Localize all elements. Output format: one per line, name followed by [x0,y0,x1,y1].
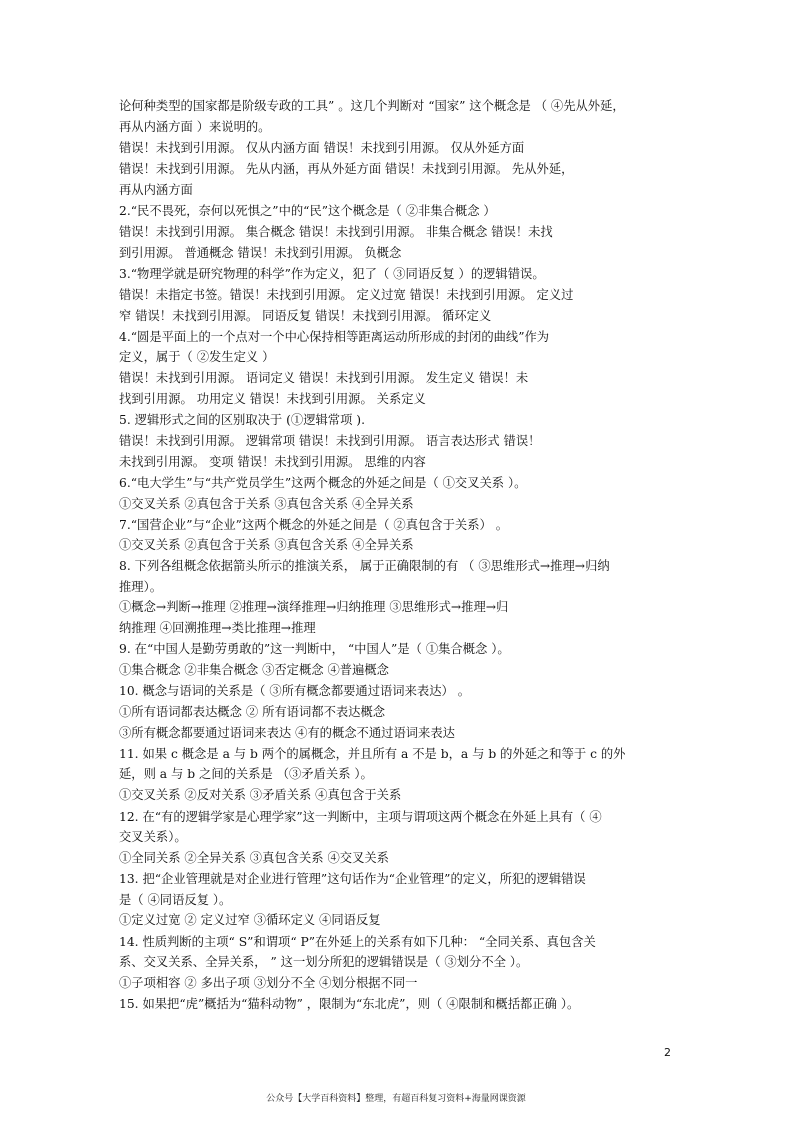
page-footer: 公众号【大学百科资料】整理，有超百科复习资料+海量网课资源 [266,1094,526,1104]
page-number: 2 [664,1046,671,1059]
options-line: ①定义过宽 ② 定义过窄 ③循环定义 ④同语反复 [119,913,381,927]
question-7: 7.“国营企业”与“企业”这两个概念的外延之间是（ ②真包含于关系） 。 [119,518,509,532]
question-4: 4.“圆是平面上的一个点对一个中心保持相等距离运动所形成的封闭的曲线”作为 [119,330,550,344]
options-line: ①集合概念 ②非集合概念 ③否定概念 ④普遍概念 [119,663,389,677]
text-line: 到引用源。 普通概念 错误！未找到引用源。 负概念 [119,246,402,260]
text-line: 错误！未找到引用源。 语词定义 错误！未找到引用源。 发生定义 错误！未 [119,371,529,385]
text-line: 未找到引用源。 变项 错误！未找到引用源。 思维的内容 [119,455,426,469]
question-3: 3.“物理学就是研究物理的科学”作为定义，犯了（ ③同语反复 ）的逻辑错误。 [119,267,545,281]
text-line: 再从内涵方面 ）来说明的。 [119,120,271,134]
options-line: ①交叉关系 ②真包含于关系 ③真包含关系 ④全异关系 [119,538,414,552]
question-9: 9. 在“中国人是勤劳勇敢的”这一判断中， “中国人”是（ ①集合概念 ）。 [119,642,510,656]
text-line: 找到引用源。 功用定义 错误！未找到引用源。 关系定义 [119,392,426,406]
question-5: 5. 逻辑形式之间的区别取决于 (①逻辑常项 ). [119,413,366,427]
question-6: 6.“电大学生”与“共产党员学生”这两个概念的外延之间是（ ①交叉关系 ）。 [119,476,527,490]
text-line: 论何种类型的国家都是阶级专政的工具” 。这几个判断对 “国家” 这个概念是 （ ④先从外延， [119,99,625,113]
question-12: 12. 在“有的逻辑学家是心理学家”这一判断中，主项与谓项这两个概念在外延上具有（ ④ [119,810,602,824]
options-line: ①全同关系 ②全异关系 ③真包含关系 ④交叉关系 [119,851,389,865]
question-13: 13. 把“企业管理就是对企业进行管理”这句话作为“企业管理”的定义，所犯的逻辑错误 [119,872,586,886]
text-line: 定义，属于（ ②发生定义 ） [119,350,275,364]
question-11: 11. 如果 c 概念是 a 与 b 两个的属概念，并且所有 a 不是 b，a 与 b 的外延之和等于 c 的外 [119,747,626,761]
text-line: 系、交叉关系、全异关系， ” 这一划分所犯的逻辑错误是（ ③划分不全 ）。 [119,955,529,969]
question-2: 2.“民不畏死，奈何以死惧之”中的“民”这个概念是（ ②非集合概念 ） [119,204,496,218]
question-10: 10. 概念与语词的关系是（ ③所有概念都要通过语词来表达） 。 [119,684,471,698]
question-14: 14. 性质判断的主项“ S”和谓项“ P”在外延上的关系有如下几种： “全同关系、真包含关 [119,935,596,949]
text-line: 窄 错误！未找到引用源。 同语反复 错误！未找到引用源。 循环定义 [119,309,492,323]
options-line: ③所有概念都要通过语词来表达 ④有的概念不通过语词来表达 [119,726,455,740]
options-line: ①子项相容 ② 多出子项 ③划分不全 ④划分根据不同一 [119,976,418,990]
question-8: 8. 下列各组概念依据箭头所示的推演关系， 属于正确限制的有 （ ③思维形式→推理→归纳 [119,559,610,573]
question-15: 15. 如果把“虎”概括为“猫科动物” ，限制为“东北虎”，则（ ④限制和概括都正确 ）。 [119,997,580,1011]
text-line: 再从内涵方面 [119,183,193,197]
options-line: 纳推理 ④回溯推理→类比推理→推理 [119,621,316,635]
text-line: 交叉关系）。 [119,830,187,844]
text-line: 错误！未找到引用源。 先从内涵，再从外延方面 错误！未找到引用源。 先从外延， [119,162,574,176]
options-line: ①所有语词都表达概念 ② 所有语词都不表达概念 [119,705,386,719]
options-line: ①交叉关系 ②真包含于关系 ③真包含关系 ④全异关系 [119,497,414,511]
text-line: 错误！未找到引用源。 集合概念 错误！未找到引用源。 非集合概念 错误！未找 [119,225,553,239]
text-line: 错误！未找到引用源。 逻辑常项 错误！未找到引用源。 语言表达形式 错误！ [119,434,541,448]
text-line: 延，则 a 与 b 之间的关系是 （③矛盾关系 ）。 [119,767,373,781]
options-line: ①概念→判断→推理 ②推理→演绎推理→归纳推理 ③思维形式→推理→归 [119,600,509,614]
text-line: 推理）。 [119,580,163,594]
text-line: 是（ ④同语反复 ）。 [119,893,232,907]
text-line: 错误！未指定书签。错误！未找到引用源。 定义过宽 错误！未找到引用源。 定义过 [119,288,574,302]
options-line: ①交叉关系 ②反对关系 ③矛盾关系 ④真包含于关系 [119,788,402,802]
text-line: 错误！未找到引用源。 仅从内涵方面 错误！未找到引用源。 仅从外延方面 [119,141,525,155]
